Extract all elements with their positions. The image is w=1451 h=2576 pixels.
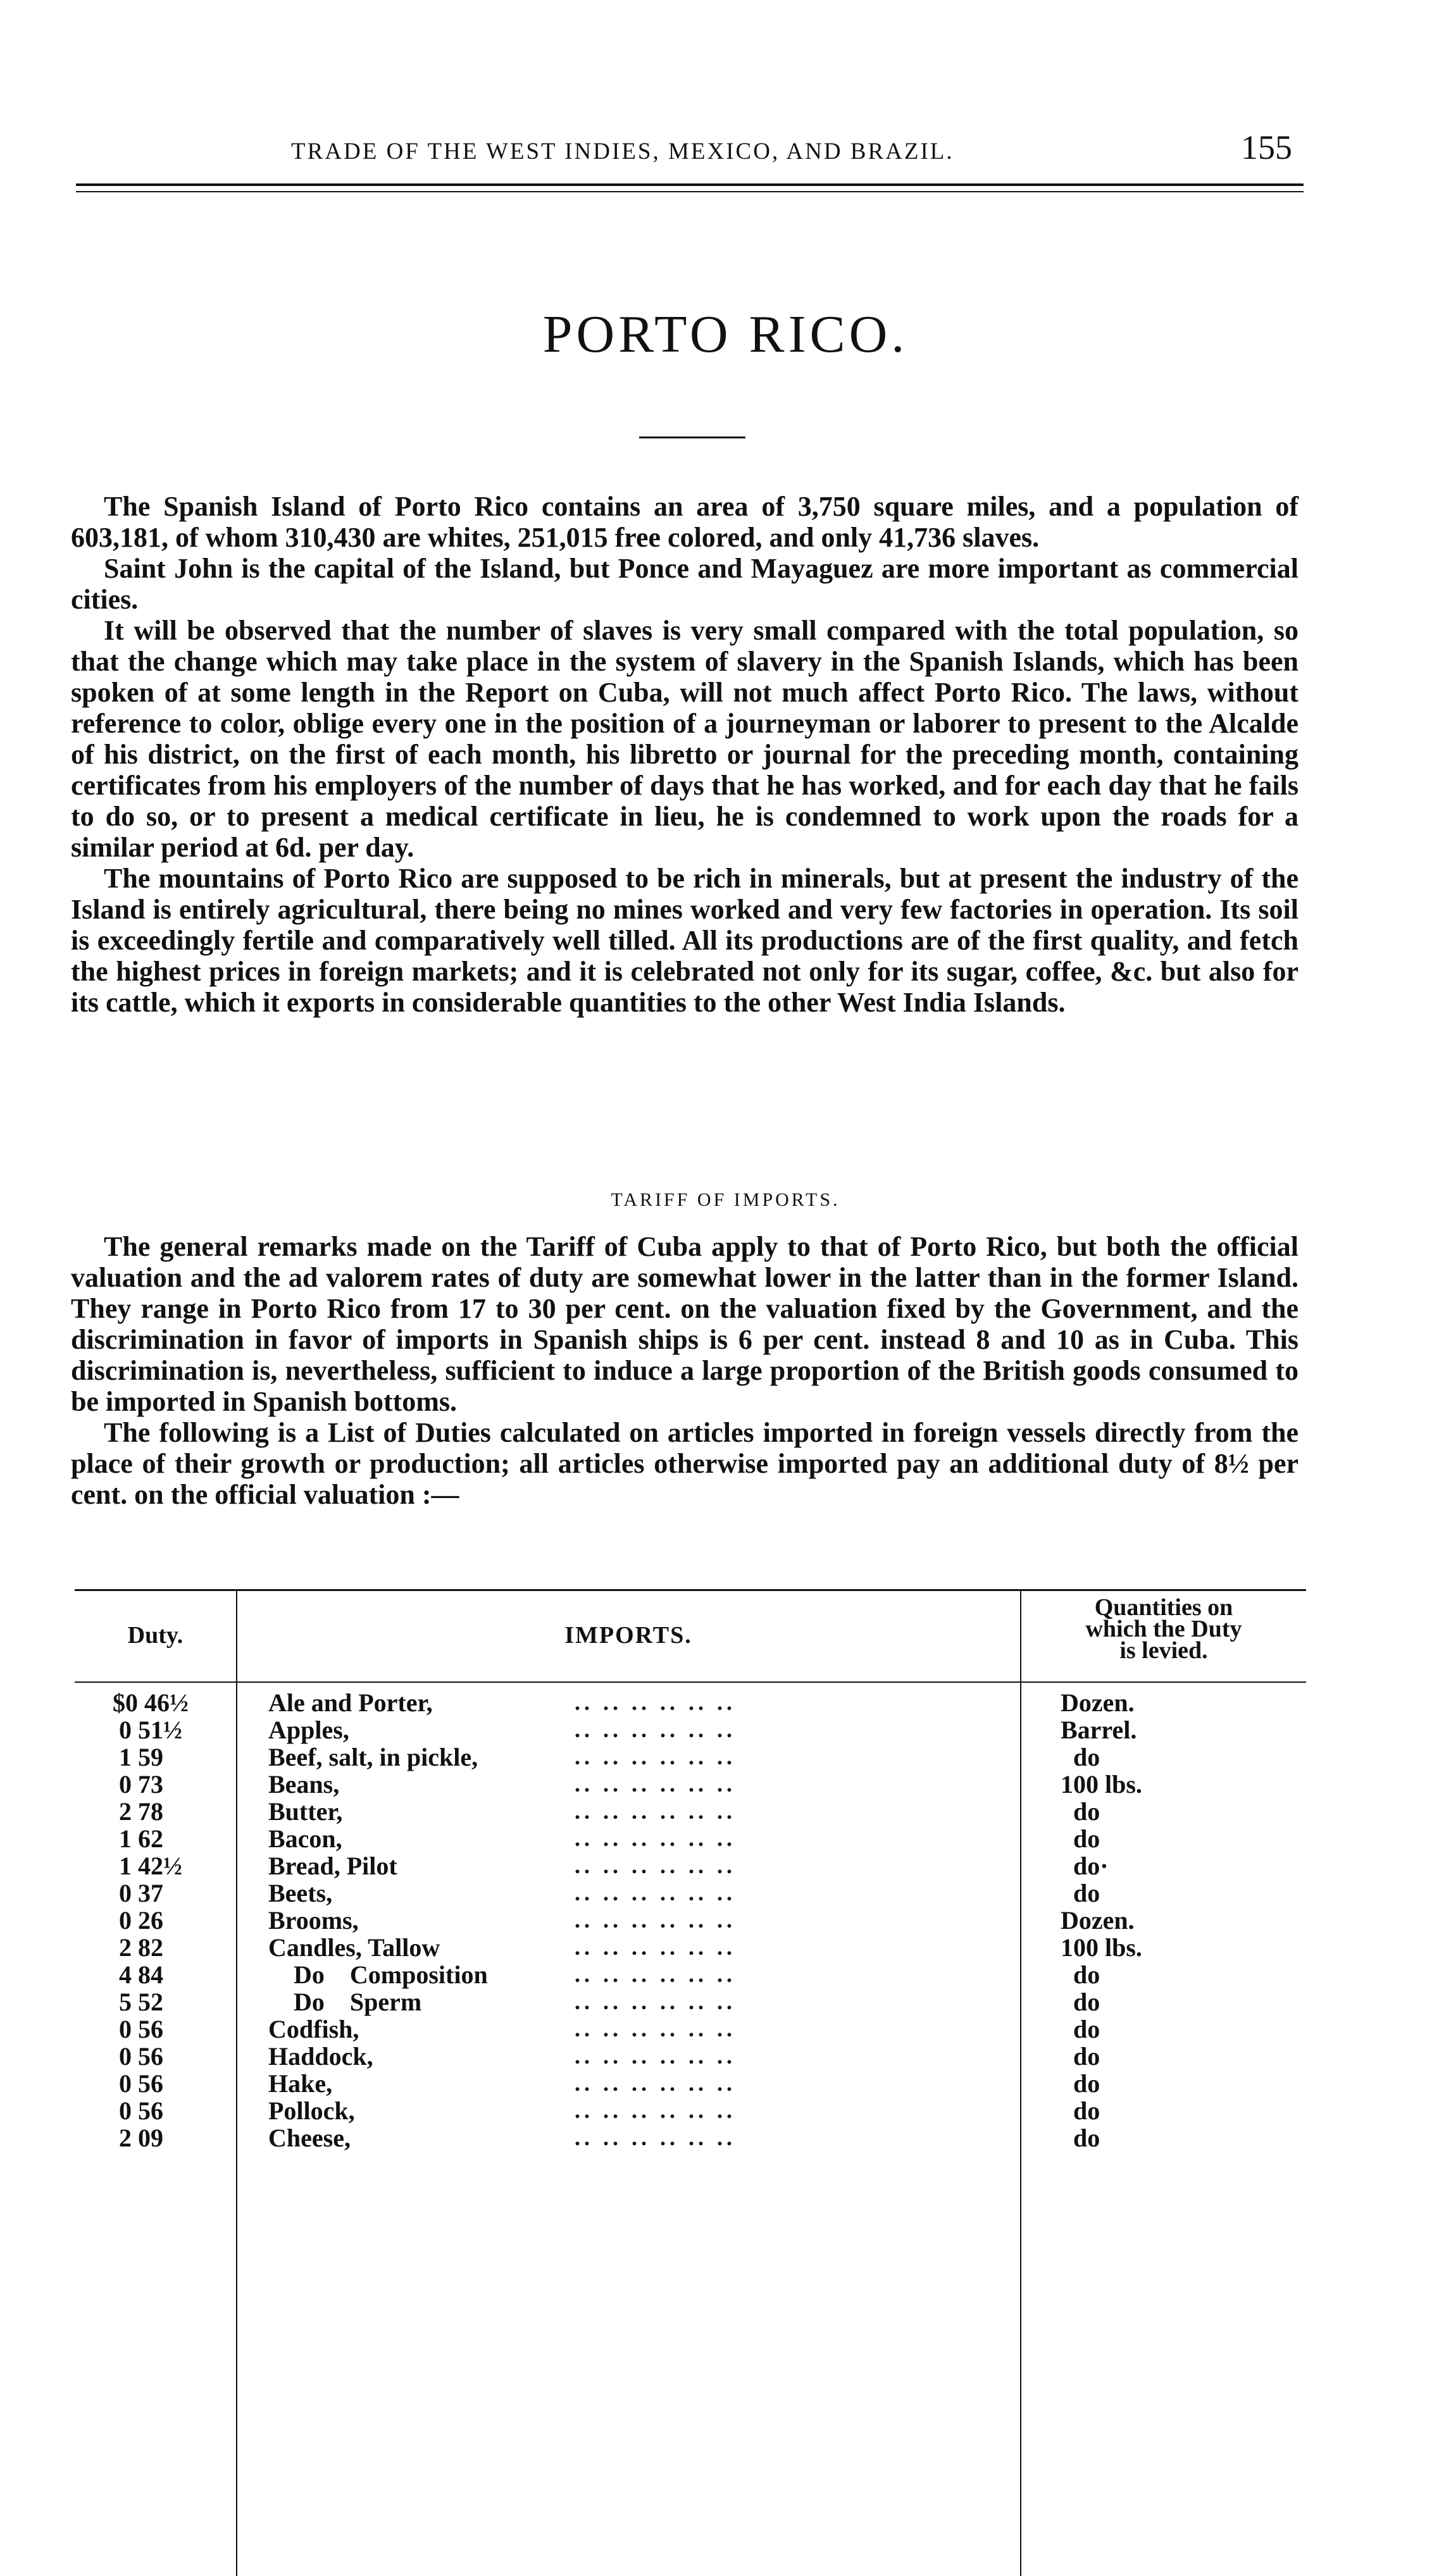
- import-cell: Cheese,: [268, 2124, 351, 2152]
- import-cell: Do Sperm: [268, 1988, 422, 2016]
- import-cell: Brooms,: [268, 1906, 359, 1935]
- title-rule: [639, 437, 745, 438]
- import-cell: Beets,: [268, 1879, 333, 1907]
- duty-cell: 2 78: [113, 1797, 163, 1826]
- header-quantities-line3: is levied.: [1119, 1637, 1208, 1664]
- dot-leader: .. .. .. .. .. ..: [575, 1880, 736, 1905]
- quantity-cell: do: [1061, 2042, 1100, 2071]
- import-cell: Beans,: [268, 1770, 340, 1799]
- table-row: [75, 1961, 1306, 1988]
- dot-leader: .. .. .. .. .. ..: [575, 1989, 736, 2014]
- duty-cell: 4 84: [113, 1960, 163, 1989]
- paragraph-tariff-remarks: The general remarks made on the Tariff of Cuba apply to that of Porto Rico, but both the official valuation and the ad valorem rates of duty are somewhat lower in the latter than in the former Island. They range in Porto Rico from 17 to 30 per cent. on the valuation fixed by the Government, and the discrimination in favor of imports in Spanish ships is 6 per cent. instead 8 and 10 as in Cuba. This discrimination is, nevertheless, sufficient to induce a large proportion of the British goods consumed to be imported in Spanish bottoms.: [71, 1231, 1298, 1417]
- import-cell: Ale and Porter,: [268, 1688, 433, 1717]
- table-row: [75, 1689, 1306, 1716]
- duty-cell: 0 37: [113, 1879, 163, 1907]
- table-row: [75, 1771, 1306, 1798]
- tariff-heading: TARIFF OF IMPORTS.: [611, 1189, 840, 1210]
- running-head: [76, 128, 1304, 170]
- header-duty: Duty.: [127, 1622, 184, 1649]
- dot-leader: .. .. .. .. .. ..: [575, 2098, 736, 2123]
- table-header-rule: [75, 1681, 1306, 1683]
- duty-cell: 0 56: [113, 2015, 163, 2043]
- duty-cell: 0 56: [113, 2096, 163, 2125]
- quantity-cell: do: [1061, 2015, 1100, 2043]
- body-text-tariff: [71, 1231, 1298, 1510]
- page-number: 155: [1241, 128, 1292, 166]
- import-cell: Beef, salt, in pickle,: [268, 1743, 478, 1771]
- import-cell: Haddock,: [268, 2042, 373, 2071]
- quantity-cell: do: [1061, 2096, 1100, 2125]
- duty-cell: 1 42½: [113, 1852, 182, 1880]
- table-row: [75, 1743, 1306, 1771]
- header-imports: IMPORTS.: [564, 1622, 692, 1649]
- table-body: [75, 1689, 1306, 2152]
- dot-leader: .. .. .. .. .. ..: [575, 1717, 736, 1742]
- table-row: [75, 2124, 1306, 2152]
- paragraph-industry: The mountains of Porto Rico are supposed to be rich in minerals, but at present the industry of the Island is entirely agricultural, there being no mines worked and very few factories in operation. Its soil is exceedingly fertile and comparatively well tilled. All its productions are of the first quality, and fetch the highest prices in foreign markets; and it is celebrated not only for its sugar, coffee, &c. but also for its cattle, which it exports in considerable quantities to the other West India Islands.: [71, 863, 1298, 1018]
- quantity-cell: do: [1061, 1824, 1100, 1853]
- dot-leader: .. .. .. .. .. ..: [575, 1853, 736, 1878]
- duty-cell: 0 56: [113, 2069, 163, 2098]
- table-row: [75, 2043, 1306, 2070]
- dot-leader: .. .. .. .. .. ..: [575, 2016, 736, 2041]
- header-quantities: [1021, 1594, 1306, 1664]
- dot-leader: .. .. .. .. .. ..: [575, 1826, 736, 1851]
- duty-cell: 0 56: [113, 2042, 163, 2071]
- duty-cell: 0 73: [113, 1770, 163, 1799]
- table-row: [75, 2070, 1306, 2097]
- header-quantities-line2: which the Duty: [1085, 1616, 1242, 1642]
- table-row: [75, 1716, 1306, 1743]
- dot-leader: .. .. .. .. .. ..: [575, 1907, 736, 1933]
- table-header: [75, 1589, 1306, 1681]
- table-row: [75, 1798, 1306, 1825]
- import-cell: Codfish,: [268, 2015, 359, 2043]
- dot-leader: .. .. .. .. .. ..: [575, 1962, 736, 1987]
- dot-leader: .. .. .. .. .. ..: [575, 1690, 736, 1715]
- quantity-cell: Dozen.: [1061, 1688, 1135, 1717]
- header-quantities-line1: Quantities on: [1094, 1594, 1233, 1621]
- duty-cell: 1 62: [113, 1824, 163, 1853]
- dot-leader: .. .. .. .. .. ..: [575, 2125, 736, 2150]
- quantity-cell: Dozen.: [1061, 1906, 1135, 1935]
- table-row: [75, 1852, 1306, 1879]
- dot-leader: .. .. .. .. .. ..: [575, 1799, 736, 1824]
- quantity-cell: do: [1061, 1988, 1100, 2016]
- quantity-cell: do: [1061, 2124, 1100, 2152]
- quantity-cell: Barrel.: [1061, 1716, 1137, 1744]
- import-cell: Apples,: [268, 1716, 349, 1744]
- quantity-cell: do: [1061, 2069, 1100, 2098]
- quantity-cell: do: [1061, 1879, 1100, 1907]
- import-cell: Bacon,: [268, 1824, 342, 1853]
- table-row: [75, 1825, 1306, 1852]
- duty-cell: 5 52: [113, 1988, 163, 2016]
- table-row: [75, 2016, 1306, 2043]
- table-row: [75, 1988, 1306, 2016]
- duty-cell: $0 46½: [113, 1688, 189, 1717]
- table-row: [75, 2097, 1306, 2124]
- import-cell: Pollock,: [268, 2096, 355, 2125]
- header-double-rule: [76, 183, 1304, 192]
- duty-cell: 0 26: [113, 1906, 163, 1935]
- paragraph-area-population: The Spanish Island of Porto Rico contains an area of 3,750 square miles, and a population of 603,181, of whom 310,430 are whites, 251,015 free colored, and only 41,736 slaves.: [71, 491, 1298, 553]
- body-text-intro: [71, 491, 1298, 1018]
- table-row: [75, 1907, 1306, 1934]
- paragraph-capital: Saint John is the capital of the Island, but Ponce and Mayaguez are more important as commercial cities.: [71, 553, 1298, 615]
- paragraph-slavery-laws: It will be observed that the number of slaves is very small compared with the total population, so that the change which may take place in the system of slavery in the Spanish Islands, which has been spoken of at some length in the Report on Cuba, will not much affect Porto Rico. The laws, without reference to color, oblige every one in the position of a journeyman or laborer to present to the Alcalde of his district, on the first of each month, his libretto or journal for the preceding month, containing certificates from his employers of the number of days that he has worked, and for each day that he fails to do so, or to present a medical certificate in lieu, he is condemned to work upon the roads for a similar period at 6d. per day.: [71, 615, 1298, 863]
- import-cell: Butter,: [268, 1797, 343, 1826]
- table-row: [75, 1934, 1306, 1961]
- quantity-cell: 100 lbs.: [1061, 1933, 1142, 1962]
- table-row: [75, 1879, 1306, 1907]
- import-cell: Hake,: [268, 2069, 333, 2098]
- import-cell: Do Composition: [268, 1960, 488, 1989]
- quantity-cell: do: [1061, 1743, 1100, 1771]
- dot-leader: .. .. .. .. .. ..: [575, 1771, 736, 1797]
- quantity-cell: 100 lbs.: [1061, 1770, 1142, 1799]
- duty-cell: 1 59: [113, 1743, 163, 1771]
- running-title: TRADE OF THE WEST INDIES, MEXICO, AND BRAZIL.: [291, 139, 954, 164]
- duty-cell: 2 82: [113, 1933, 163, 1962]
- quantity-cell: do: [1061, 1960, 1100, 1989]
- quantity-cell: do: [1061, 1797, 1100, 1826]
- duty-cell: 2 09: [113, 2124, 163, 2152]
- section-title: PORTO RICO.: [542, 305, 909, 364]
- dot-leader: .. .. .. .. .. ..: [575, 1744, 736, 1769]
- paragraph-duties-list-intro: The following is a List of Duties calculated on articles imported in foreign vessels directly from the place of their growth or production; all articles otherwise imported pay an additional duty of 8½ per cent. on the official valuation :—: [71, 1417, 1298, 1510]
- quantity-cell: do·: [1061, 1852, 1109, 1880]
- dot-leader: .. .. .. .. .. ..: [575, 2071, 736, 2096]
- import-cell: Bread, Pilot: [268, 1852, 397, 1880]
- duty-cell: 0 51½: [113, 1716, 182, 1744]
- import-cell: Candles, Tallow: [268, 1933, 440, 1962]
- dot-leader: .. .. .. .. .. ..: [575, 2043, 736, 2069]
- dot-leader: .. .. .. .. .. ..: [575, 1935, 736, 1960]
